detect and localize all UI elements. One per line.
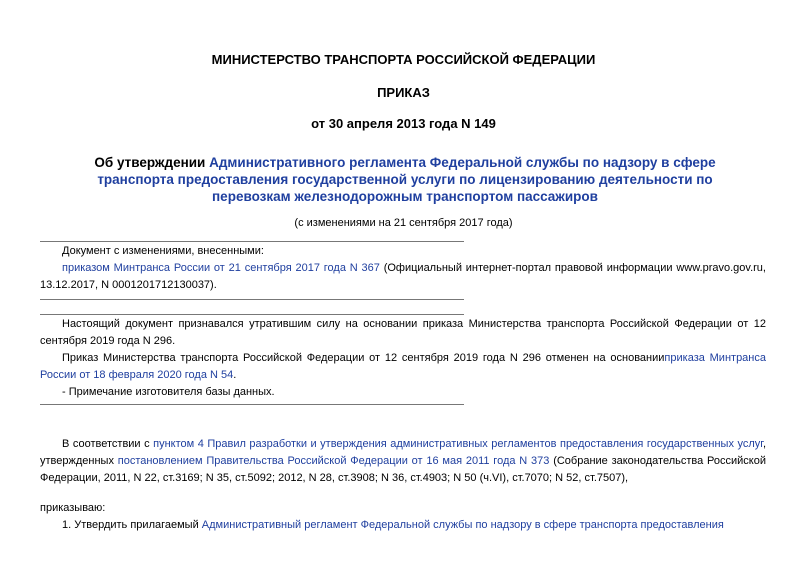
basis-text: , утвержденных (40, 438, 766, 467)
changes-block (40, 243, 766, 294)
order-item-1 (40, 517, 766, 534)
amendments-note: (с изменениями на 21 сентября 2017 года) (294, 217, 513, 229)
title-regulation-link[interactable]: Административного регламента Федеральной службы по надзору в сфере транспорта предоставления государственной услуги по лицензированию деятельности по перевозкам железнодорожным транспортом пассажиров (97, 155, 716, 204)
database-note: - Примечание изготовителя базы данных. (62, 386, 275, 398)
divider (40, 404, 464, 405)
changes-intro: Документ с изменениями, внесенными: (62, 245, 264, 257)
divider (40, 299, 464, 300)
amending-order-link[interactable]: приказом Минтранса России от 21 сентября 2017 года N 367 (62, 262, 380, 274)
item-1-text: 1. Утвердить прилагаемый (62, 519, 199, 531)
document-type: ПРИКАЗ (377, 85, 430, 100)
divider (40, 314, 464, 315)
rules-point-link[interactable]: пунктом 4 Правил разработки и утверждения административных регламентов предоставления государственных услуг (153, 438, 763, 450)
invalidation-paragraph: Настоящий документ признавался утратившим силу на основании приказа Министерства транспорта Российской Федерации от 12 сентября 2019 года N 296. (40, 318, 766, 347)
document-date-number: от 30 апреля 2013 года N 149 (311, 116, 496, 131)
regulation-link[interactable]: Административный регламент Федеральной службы по надзору в сфере транспорта предоставления (201, 519, 724, 531)
cancellation-order-link[interactable]: приказа Минтранса России от 18 февраля 2020 года N 54 (40, 352, 766, 381)
changes-source: (Официальный интернет-портал правовой информации www.pravo.gov.ru, 13.12.2017, N 0001201712130037). (40, 262, 766, 291)
order-word: приказываю: (40, 502, 106, 514)
invalidation-block (40, 316, 766, 401)
cancellation-text: Приказ Министерства транспорта Российской Федерации от 12 сентября 2019 года N 296 отменен на основании (62, 352, 665, 364)
ministry-heading: МИНИСТЕРСТВО ТРАНСПОРТА РОССИЙСКОЙ ФЕДЕРАЦИИ (211, 52, 596, 67)
basis-text: В соответствии с (62, 438, 154, 450)
basis-paragraph (40, 436, 766, 487)
basis-text: (Собрание законодательства Российской Федерации, 2011, N 22, ст.3169; N 35, ст.5092; 2012, N 28, ст.3908; N 36, ст.4903; N 50 (ч.VI), ст.7070; N 52, ст.7507), (40, 455, 767, 484)
title-prefix: Об утверждении (94, 155, 210, 170)
government-decree-link[interactable]: постановлением Правительства Российской Федерации от 16 мая 2011 года N 373 (117, 455, 550, 467)
document-title (60, 154, 750, 205)
changes-body (40, 260, 766, 294)
cancellation-paragraph (40, 350, 766, 384)
divider (40, 241, 464, 242)
cancellation-end: . (233, 369, 237, 381)
